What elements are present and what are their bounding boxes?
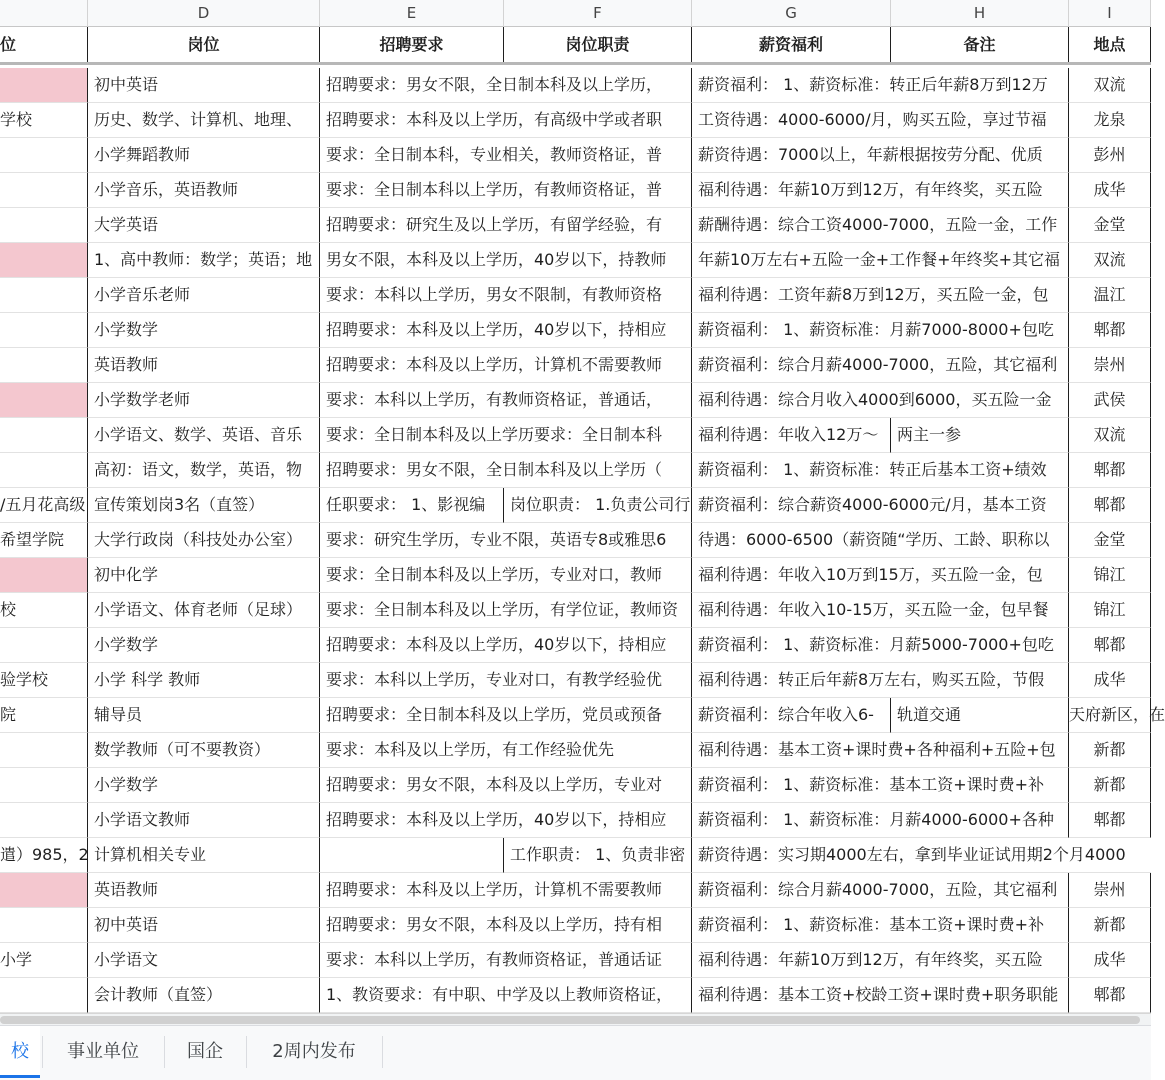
cell-notes[interactable]: 轨道交通 [891, 698, 1069, 733]
cell-requirements[interactable]: 任职要求： 1、影视编 [320, 488, 504, 523]
column-letter-e[interactable]: E [320, 0, 504, 27]
cell-location[interactable]: 双流 [1069, 418, 1151, 453]
table-row [0, 348, 1151, 383]
cell-salary[interactable]: 工资待遇：4000-6000/月，购买五险，享过节福 [692, 103, 1069, 138]
column-letter-g[interactable]: G [692, 0, 891, 27]
column-letter-d[interactable]: D [88, 0, 320, 27]
header-requirements[interactable]: 招聘要求 [320, 27, 504, 62]
cell-requirements[interactable]: 要求：本科以上学历，有教师资格证，普通话， [320, 383, 692, 418]
horizontal-scrollbar[interactable] [0, 1013, 1151, 1025]
cell-unit[interactable] [0, 628, 88, 663]
cell-position[interactable]: 大学英语 [88, 208, 320, 243]
cell-requirements[interactable]: 要求：全日制本科，专业相关，教师资格证，普 [320, 138, 692, 173]
cell-position[interactable]: 历史、数学、计算机、地理、 [88, 103, 320, 138]
cell-position[interactable]: 小学语文、体育老师（足球） [88, 593, 320, 628]
cell-location[interactable]: 武侯 [1069, 383, 1151, 418]
tab-divider [246, 1036, 247, 1068]
cell-salary[interactable]: 福利待遇：年薪10万到12万，有年终奖，买五险 [692, 943, 1069, 978]
cell-location[interactable]: 郫都 [1069, 978, 1151, 1013]
cell-position[interactable]: 辅导员 [88, 698, 320, 733]
table-row [0, 768, 1151, 803]
cell-position[interactable]: 初中英语 [88, 908, 320, 943]
cell-location[interactable]: 彭州 [1069, 138, 1151, 173]
header-position[interactable]: 岗位 [88, 27, 320, 62]
cell-unit[interactable] [0, 768, 88, 803]
cell-location[interactable]: 天府新区，在 [1069, 698, 1151, 733]
cell-salary[interactable]: 薪资福利： 1、薪资标准：月薪7000-8000+包吃 [692, 313, 1069, 348]
table-row [0, 523, 1151, 558]
cell-unit[interactable]: 遣）985，2 [0, 838, 88, 873]
cell-salary[interactable]: 福利待遇：年收入10-15万，买五险一金，包早餐 [692, 593, 1069, 628]
cell-position[interactable]: 宣传策划岗3名（直签） [88, 488, 320, 523]
cell-location[interactable]: 温江 [1069, 278, 1151, 313]
header-notes[interactable]: 备注 [891, 27, 1069, 62]
cell-unit[interactable] [0, 873, 88, 908]
cell-unit[interactable] [0, 68, 88, 103]
cell-location[interactable]: 郫都 [1069, 313, 1151, 348]
cell-requirements[interactable]: 招聘要求：本科及以上学历，40岁以下，持相应 [320, 628, 692, 663]
column-letter-c[interactable] [0, 0, 88, 27]
table-row [0, 243, 1151, 278]
cell-position[interactable]: 1、高中教师：数学；英语；地 [88, 243, 320, 278]
cell-position[interactable]: 小学语文教师 [88, 803, 320, 838]
cell-salary[interactable]: 福利待遇：工资年薪8万到12万，买五险一金，包 [692, 278, 1069, 313]
cell-position[interactable]: 小学数学 [88, 628, 320, 663]
cell-salary[interactable]: 薪资福利：综合月薪4000-7000，五险，其它福利 [692, 873, 1069, 908]
table-row [0, 278, 1151, 313]
cell-location[interactable]: 新都 [1069, 733, 1151, 768]
cell-salary[interactable]: 薪资福利： 1、薪资标准：月薪5000-7000+包吃 [692, 628, 1069, 663]
cell-salary[interactable]: 福利待遇：综合月收入4000到6000，买五险一金 [692, 383, 1069, 418]
cell-location[interactable]: 双流 [1069, 243, 1151, 278]
table-row [0, 103, 1151, 138]
cell-requirements[interactable]: 要求：本科以上学历，男女不限制，有教师资格 [320, 278, 692, 313]
cell-location[interactable]: 新都 [1069, 768, 1151, 803]
cell-salary[interactable]: 福利待遇：基本工资+课时费+各种福利+五险+包 [692, 733, 1069, 768]
cell-salary[interactable]: 福利待遇：年薪10万到12万，有年终奖，买五险 [692, 173, 1069, 208]
header-duties[interactable]: 岗位职责 [504, 27, 692, 62]
table-row [0, 593, 1151, 628]
cell-position[interactable]: 小学语文、数学、英语、音乐 [88, 418, 320, 453]
column-letter-h[interactable]: H [891, 0, 1069, 27]
cell-requirements[interactable]: 要求：全日制本科及以上学历，专业对口，教师 [320, 558, 692, 593]
table-row [0, 698, 1165, 733]
cell-location[interactable]: 双流 [1069, 68, 1151, 103]
cell-requirements[interactable]: 要求：本科及以上学历，有工作经验优先 [320, 733, 692, 768]
cell-location[interactable]: 郫都 [1069, 628, 1151, 663]
cell-unit[interactable]: 验学校 [0, 663, 88, 698]
sheet-tab-school[interactable]: 校 [0, 1026, 40, 1078]
cell-unit[interactable] [0, 243, 88, 278]
cell-unit[interactable]: 小学 [0, 943, 88, 978]
cell-unit[interactable]: 院 [0, 698, 88, 733]
cell-requirements[interactable]: 要求：本科以上学历，专业对口，有教学经验优 [320, 663, 692, 698]
table-row [0, 873, 1151, 908]
cell-unit[interactable] [0, 453, 88, 488]
cell-salary[interactable]: 薪资福利： 1、薪资标准：月薪4000-6000+各种 [692, 803, 1069, 838]
tab-divider [164, 1036, 165, 1068]
cell-location[interactable]: 锦江 [1069, 593, 1151, 628]
cell-position[interactable]: 会计教师（直签） [88, 978, 320, 1013]
cell-requirements[interactable]: 要求：本科以上学历，有教师资格证，普通话证 [320, 943, 692, 978]
table-row [0, 943, 1151, 978]
tab-divider [382, 1036, 383, 1068]
cell-requirements[interactable]: 招聘要求：本科及以上学历，计算机不需要教师 [320, 348, 692, 383]
table-row [0, 488, 1151, 523]
cell-salary[interactable]: 薪资福利：综合年收入6- [692, 698, 891, 733]
table-row [0, 558, 1151, 593]
cell-position[interactable]: 小学 科学 教师 [88, 663, 320, 698]
cell-salary[interactable]: 薪资福利：综合月薪4000-7000，五险，其它福利 [692, 348, 1069, 383]
cell-location[interactable]: 郫都 [1069, 453, 1151, 488]
cell-unit[interactable] [0, 278, 88, 313]
cell-unit[interactable] [0, 803, 88, 838]
cell-unit[interactable] [0, 558, 88, 593]
header-location[interactable]: 地点 [1069, 27, 1151, 62]
cell-position[interactable]: 小学音乐，英语教师 [88, 173, 320, 208]
cell-position[interactable]: 高初：语文，数学，英语，物 [88, 453, 320, 488]
cell-requirements[interactable]: 男女不限，本科及以上学历，40岁以下，持教师 [320, 243, 692, 278]
cell-location[interactable]: 锦江 [1069, 558, 1151, 593]
table-row [0, 68, 1151, 103]
table-row [0, 908, 1151, 943]
table-row [0, 138, 1151, 173]
sheet-tab-soe[interactable]: 国企 [187, 1041, 223, 1062]
cell-duties[interactable]: 工作职责： 1、负责非密 [504, 838, 692, 873]
cell-salary[interactable]: 福利待遇：年收入12万～ [692, 418, 891, 453]
table-row [0, 663, 1151, 698]
cell-position[interactable]: 大学行政岗（科技处办公室） [88, 523, 320, 558]
cell-position[interactable]: 初中英语 [88, 68, 320, 103]
sheet-tab-public-institution[interactable]: 事业单位 [67, 1041, 139, 1062]
cell-position[interactable]: 初中化学 [88, 558, 320, 593]
cell-unit[interactable] [0, 173, 88, 208]
column-letter-bar [0, 0, 1151, 27]
cell-unit[interactable]: 希望学院 [0, 523, 88, 558]
cell-location[interactable]: 郫都 [1069, 803, 1151, 838]
cell-salary[interactable]: 薪资福利：综合薪资4000-6000元/月，基本工资 [692, 488, 1069, 523]
cell-unit[interactable] [0, 313, 88, 348]
cell-location[interactable]: 金堂 [1069, 208, 1151, 243]
table-row [0, 453, 1151, 488]
cell-duties[interactable]: 岗位职责： 1.负责公司行 [504, 488, 692, 523]
cell-requirements[interactable]: 招聘要求：本科及以上学历，计算机不需要教师 [320, 873, 692, 908]
cell-location[interactable]: 崇州 [1069, 348, 1151, 383]
column-letter-f[interactable]: F [504, 0, 692, 27]
sheet-tab-two-weeks[interactable]: 2周内发布 [272, 1041, 356, 1062]
table-row [0, 418, 1151, 453]
cell-position[interactable]: 计算机相关专业 [88, 838, 320, 873]
sheet-tab-bar [0, 1025, 1151, 1080]
cell-salary[interactable]: 薪资福利： 1、薪资标准：基本工资+课时费+补 [692, 908, 1069, 943]
table-row [0, 978, 1151, 1013]
cell-unit[interactable] [0, 138, 88, 173]
cell-salary[interactable]: 薪资待遇：7000以上，年薪根据按劳分配、优质 [692, 138, 1069, 173]
header-salary[interactable]: 薪资福利 [692, 27, 891, 62]
cell-location[interactable]: 成华 [1069, 943, 1151, 978]
table-row [0, 383, 1151, 418]
cell-position[interactable]: 小学数学 [88, 768, 320, 803]
cell-unit[interactable] [0, 733, 88, 768]
cell-requirements[interactable]: 招聘要求：男女不限，全日制本科及以上学历， [320, 68, 692, 103]
table-row [0, 838, 1151, 873]
cell-position[interactable]: 英语教师 [88, 873, 320, 908]
cell-requirements[interactable] [320, 838, 504, 873]
cell-requirements[interactable]: 要求：全日制本科以上学历，有教师资格证，普 [320, 173, 692, 208]
cell-position[interactable]: 英语教师 [88, 348, 320, 383]
tab-divider [42, 1036, 43, 1068]
cell-salary[interactable]: 福利待遇：基本工资+校龄工资+课时费+职务职能 [692, 978, 1069, 1013]
cell-notes[interactable]: 两主一参 [891, 418, 1069, 453]
cell-salary[interactable]: 薪酬待遇：综合工资4000-7000，五险一金，工作 [692, 208, 1069, 243]
cell-unit[interactable] [0, 978, 88, 1013]
cell-requirements[interactable]: 招聘要求：男女不限，本科及以上学历，持有相 [320, 908, 692, 943]
cell-unit[interactable] [0, 348, 88, 383]
cell-unit[interactable] [0, 383, 88, 418]
cell-location[interactable]: 郫都 [1069, 488, 1151, 523]
cell-unit[interactable] [0, 908, 88, 943]
cell-location[interactable]: 崇州 [1069, 873, 1151, 908]
cell-salary[interactable]: 薪资福利： 1、薪资标准：转正后年薪8万到12万 [692, 68, 1069, 103]
cell-salary[interactable]: 薪资福利： 1、薪资标准：基本工资+课时费+补 [692, 768, 1069, 803]
table-row [0, 313, 1151, 348]
table-row [0, 208, 1151, 243]
cell-position[interactable]: 小学语文 [88, 943, 320, 978]
cell-requirements[interactable]: 1、教资要求：有中职、中学及以上教师资格证， [320, 978, 692, 1013]
cell-requirements[interactable]: 要求：全日制本科及以上学历，有学位证，教师资 [320, 593, 692, 628]
table-row [0, 628, 1151, 663]
cell-location[interactable]: 新都 [1069, 908, 1151, 943]
scrollbar-thumb[interactable] [0, 1016, 1140, 1024]
cell-position[interactable]: 小学音乐老师 [88, 278, 320, 313]
cell-salary[interactable]: 福利待遇：转正后年薪8万左右，购买五险，节假 [692, 663, 1069, 698]
column-letter-i[interactable]: I [1069, 0, 1151, 27]
cell-requirements[interactable]: 招聘要求：男女不限，本科及以上学历，专业对 [320, 768, 692, 803]
cell-requirements[interactable]: 要求：全日制本科及以上学历要求：全日制本科 [320, 418, 692, 453]
cell-salary[interactable]: 年薪10万左右+五险一金+工作餐+年终奖+其它福 [692, 243, 1069, 278]
cell-position[interactable]: 小学数学 [88, 313, 320, 348]
cell-location[interactable]: 龙泉 [1069, 103, 1151, 138]
cell-requirements[interactable]: 招聘要求：男女不限，全日制本科及以上学历（ [320, 453, 692, 488]
cell-unit[interactable] [0, 418, 88, 453]
cell-unit[interactable]: /五月花高级 [0, 488, 88, 523]
table-row [0, 733, 1151, 768]
cell-unit[interactable]: 学校 [0, 103, 88, 138]
table-row [0, 803, 1151, 838]
cell-unit[interactable]: 校 [0, 593, 88, 628]
header-unit[interactable]: 位 [0, 27, 88, 62]
cell-location[interactable]: 金堂 [1069, 523, 1151, 558]
cell-salary[interactable]: 薪资待遇：实习期4000左右，拿到毕业证试用期2个月4000 [692, 838, 1151, 873]
cell-requirements[interactable]: 招聘要求：研究生及以上学历，有留学经验，有 [320, 208, 692, 243]
cell-salary[interactable]: 福利待遇：年收入10万到15万，买五险一金，包 [692, 558, 1069, 593]
cell-requirements[interactable]: 招聘要求：本科及以上学历，40岁以下，持相应 [320, 313, 692, 348]
cell-requirements[interactable]: 招聘要求：本科及以上学历，有高级中学或者职 [320, 103, 692, 138]
cell-requirements[interactable]: 要求：研究生学历，专业不限，英语专8或雅思6 [320, 523, 692, 558]
cell-position[interactable]: 小学数学老师 [88, 383, 320, 418]
cell-requirements[interactable]: 招聘要求：全日制本科及以上学历，党员或预备 [320, 698, 692, 733]
cell-position[interactable]: 数学教师（可不要教资） [88, 733, 320, 768]
cell-requirements[interactable]: 招聘要求：本科及以上学历，40岁以下，持相应 [320, 803, 692, 838]
table-row [0, 173, 1151, 208]
cell-location[interactable]: 成华 [1069, 173, 1151, 208]
cell-salary[interactable]: 薪资福利： 1、薪资标准：转正后基本工资+绩效 [692, 453, 1069, 488]
header-row [0, 27, 1151, 65]
cell-unit[interactable] [0, 208, 88, 243]
cell-salary[interactable]: 待遇：6000-6500（薪资随“学历、工龄、职称以 [692, 523, 1069, 558]
cell-location[interactable]: 成华 [1069, 663, 1151, 698]
cell-position[interactable]: 小学舞蹈教师 [88, 138, 320, 173]
